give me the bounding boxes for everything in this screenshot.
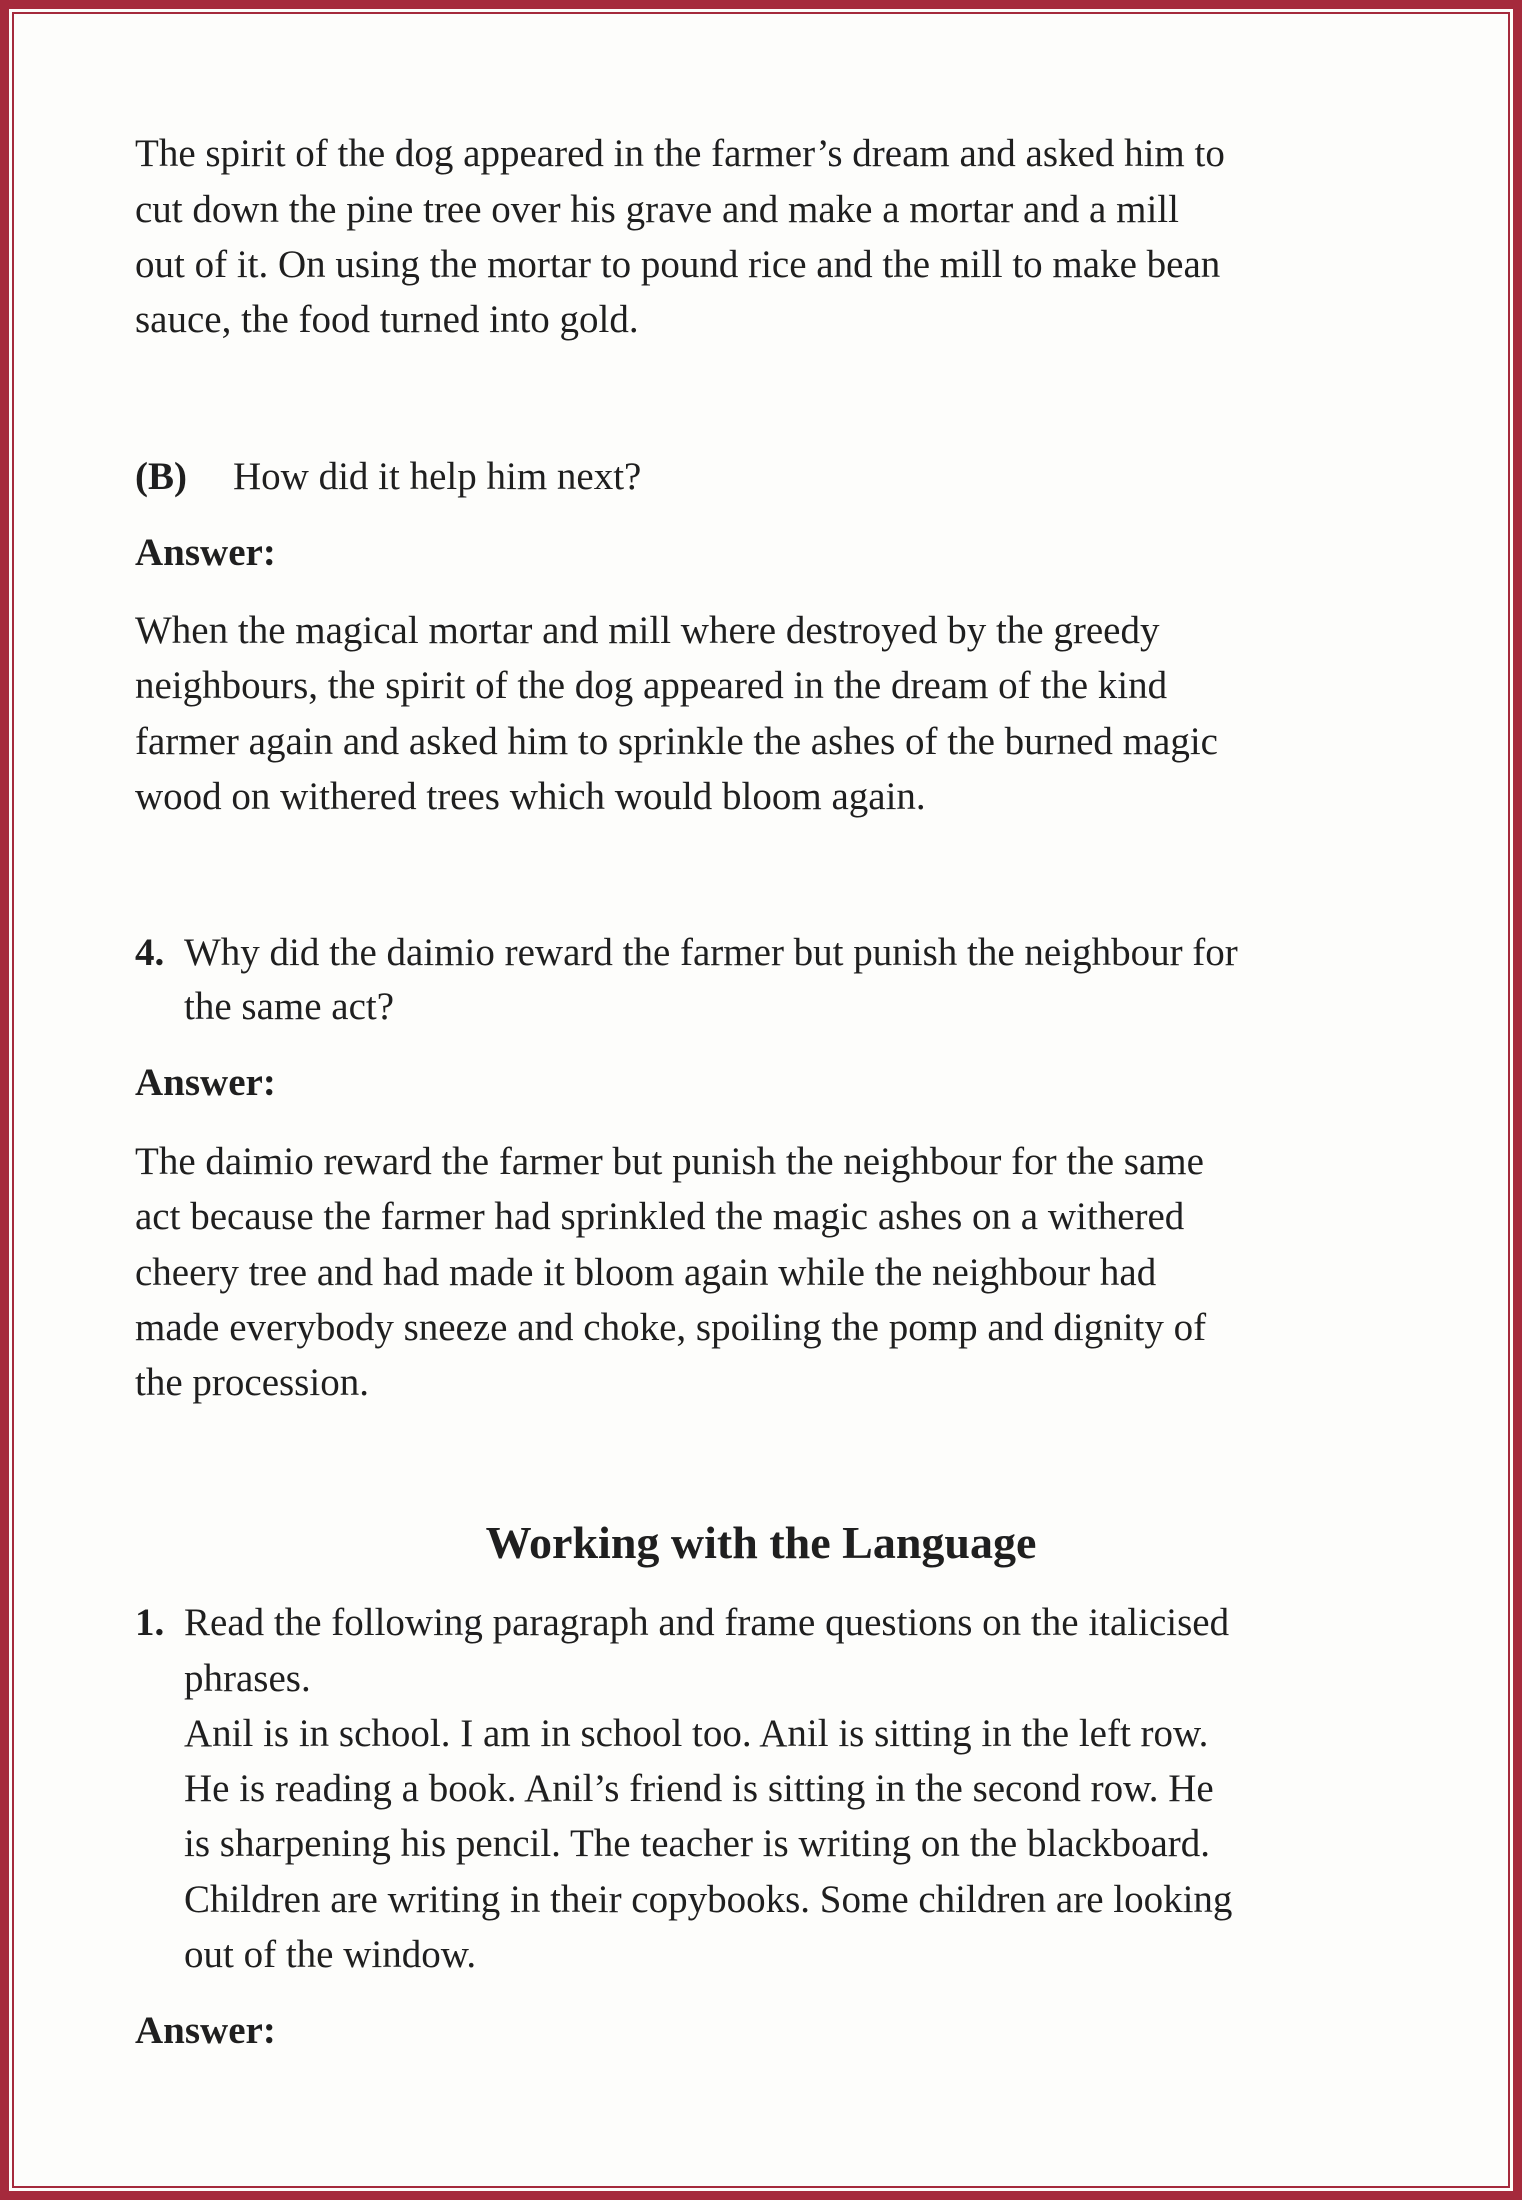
text-line: The spirit of the dog appeared in the farmer’s dream and asked him to bbox=[135, 132, 1225, 175]
text-line: He is reading a book. Anil’s friend is sitting in the second row. He bbox=[184, 1767, 1214, 1810]
text-line: the procession. bbox=[135, 1361, 369, 1404]
question-number: 4. bbox=[135, 931, 165, 974]
question-label: (B) bbox=[135, 455, 187, 498]
text-line: out of the window. bbox=[184, 1933, 477, 1976]
text-line: phrases. bbox=[184, 1657, 311, 1700]
answer-label: Answer: bbox=[135, 2009, 276, 2052]
text-line: Why did the daimio reward the farmer but punish the neighbour for bbox=[184, 931, 1238, 974]
text-line: neighbours, the spirit of the dog appeared in the dream of the kind bbox=[135, 664, 1168, 707]
text-line: made everybody sneeze and choke, spoiling the pomp and dignity of bbox=[135, 1306, 1207, 1349]
text-line: sauce, the food turned into gold. bbox=[135, 298, 639, 341]
section-heading: Working with the Language bbox=[485, 1517, 1037, 1568]
text-line: Read the following paragraph and frame questions on the italicised bbox=[184, 1601, 1230, 1644]
text-line: Children are writing in their copybooks. Some children are looking bbox=[184, 1878, 1233, 1921]
text-line: When the magical mortar and mill where destroyed by the greedy bbox=[135, 609, 1160, 652]
answer-label: Answer: bbox=[135, 1061, 276, 1104]
text-line: cheery tree and had made it bloom again while the neighbour had bbox=[135, 1251, 1157, 1294]
question-text: How did it help him next? bbox=[233, 455, 642, 498]
text-line: act because the farmer had sprinkled the magic ashes on a withered bbox=[135, 1195, 1185, 1238]
text-line: Anil is in school. I am in school too. Anil is sitting in the left row. bbox=[184, 1712, 1209, 1755]
text-line: is sharpening his pencil. The teacher is writing on the blackboard. bbox=[184, 1822, 1210, 1865]
question-number: 1. bbox=[135, 1601, 165, 1644]
text-line: farmer again and asked him to sprinkle the ashes of the burned magic bbox=[135, 720, 1218, 763]
text-line: wood on withered trees which would bloom again. bbox=[135, 775, 926, 818]
answer-label: Answer: bbox=[135, 531, 276, 574]
text-line: cut down the pine tree over his grave and make a mortar and a mill bbox=[135, 188, 1179, 231]
text-line: the same act? bbox=[184, 985, 395, 1028]
text-line: The daimio reward the farmer but punish the neighbour for the same bbox=[135, 1140, 1204, 1183]
text-line: out of it. On using the mortar to pound rice and the mill to make bean bbox=[135, 243, 1221, 286]
